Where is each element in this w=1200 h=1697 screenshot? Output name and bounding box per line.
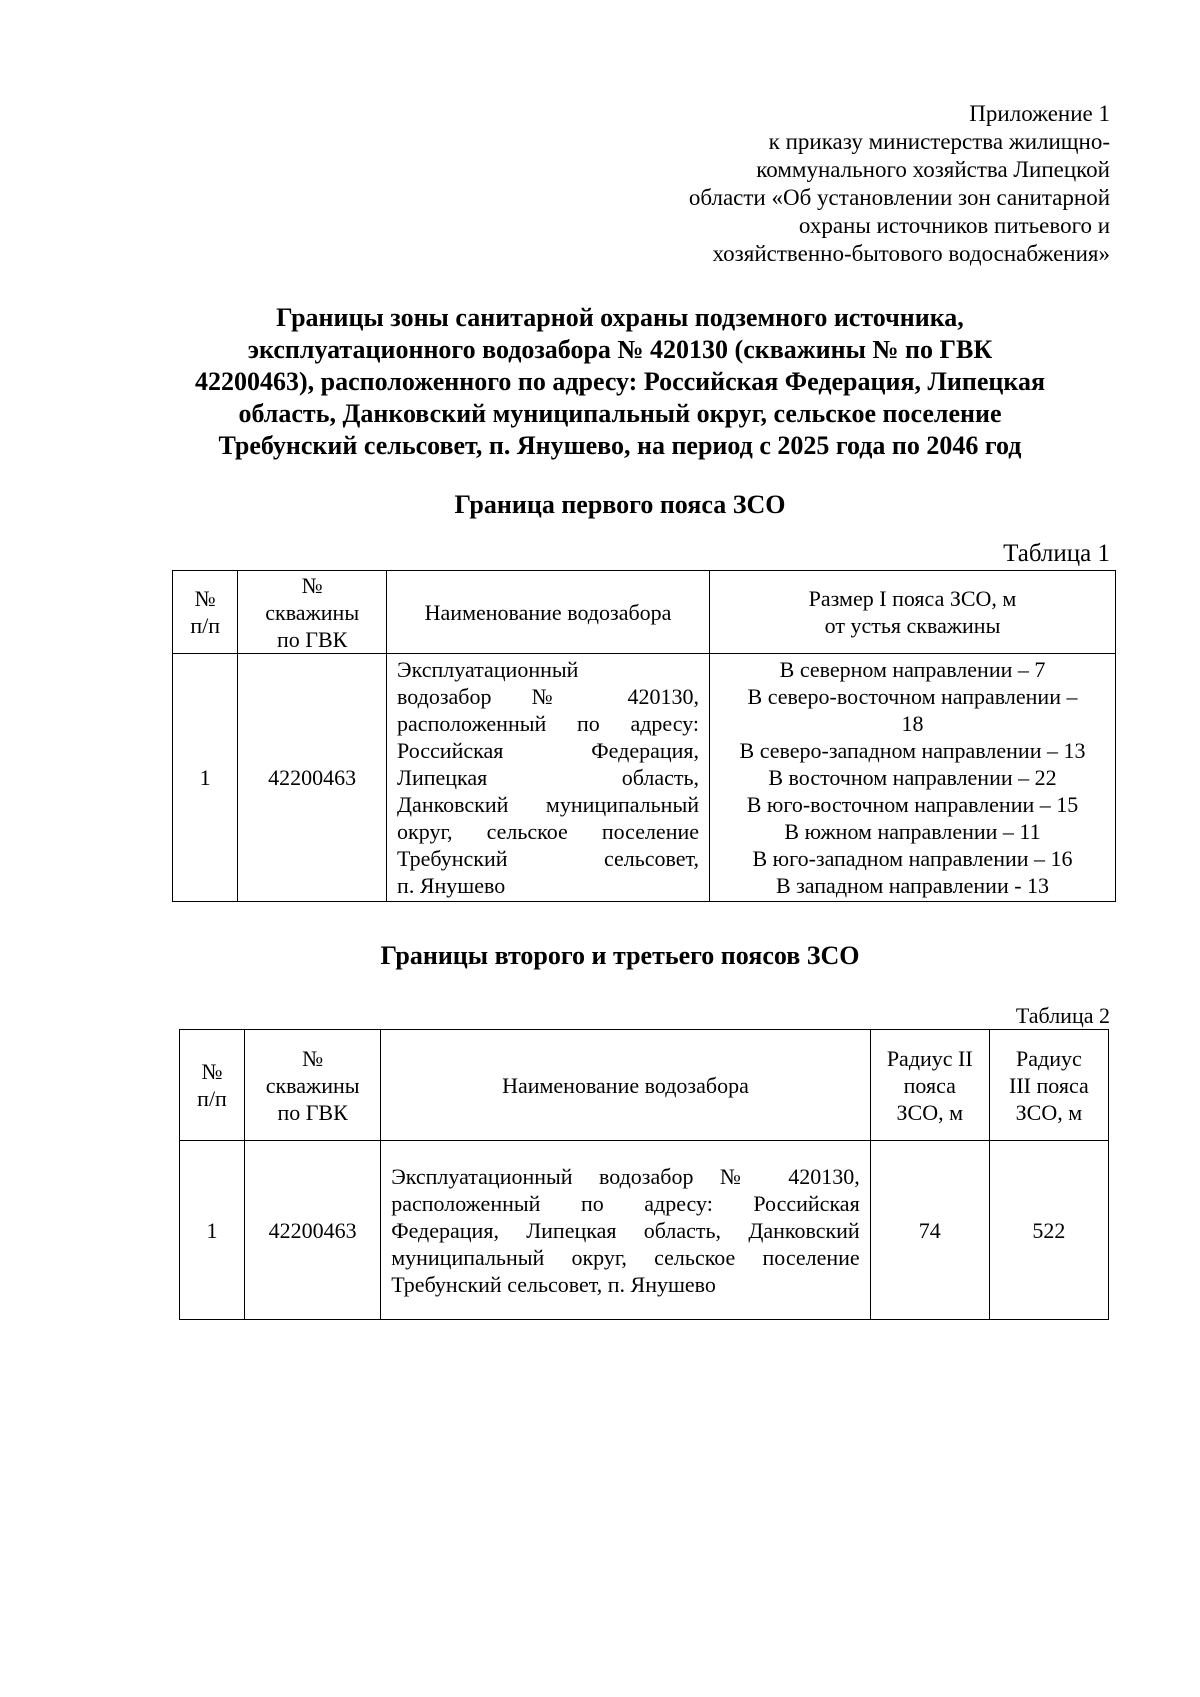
direction-line: В северо-западном направлении – 13 bbox=[739, 738, 1086, 763]
header-text: скважины bbox=[265, 599, 360, 625]
section2-title: Границы второго и третьего поясов ЗСО bbox=[380, 941, 860, 970]
title-line: Требунский сельсовет, п. Янушево, на период с 2025 года по 2046 год bbox=[218, 431, 1022, 460]
header-text: п/п bbox=[197, 1086, 227, 1111]
header-text: ЗСО, м bbox=[896, 1099, 964, 1125]
cell-line: п. Янушево bbox=[397, 873, 506, 898]
table1-header-row bbox=[173, 571, 1116, 654]
direction-line: В северо-восточном направлении – bbox=[747, 684, 1078, 709]
cell-radius-2: 74 bbox=[870, 1141, 989, 1320]
cell-directions bbox=[710, 654, 1116, 902]
appendix-line: к приказу министерства жилищно- bbox=[768, 129, 1110, 154]
header-text: № bbox=[194, 586, 216, 611]
cell-name bbox=[387, 654, 710, 902]
header-text: ЗСО, м bbox=[1015, 1099, 1083, 1125]
direction-line: В западном направлении - 13 bbox=[775, 873, 1050, 898]
header-text: Радиус bbox=[1016, 1045, 1082, 1071]
cell-num: 1 bbox=[180, 1141, 245, 1320]
header-size bbox=[710, 571, 1116, 654]
header-name: Наименование водозабора bbox=[387, 571, 710, 654]
table1-label: Таблица 1 bbox=[1003, 540, 1110, 567]
cell-line: Липецкая область, bbox=[397, 765, 700, 790]
direction-line: В юго-восточном направлении – 15 bbox=[746, 792, 1079, 817]
appendix-line: области «Об установлении зон санитарной bbox=[688, 185, 1110, 210]
cell-line: Эксплуатационный bbox=[397, 657, 579, 682]
table1 bbox=[172, 570, 1116, 902]
cell-radius-3: 522 bbox=[989, 1141, 1108, 1320]
appendix-header bbox=[550, 100, 1110, 268]
appendix-line: охраны источников питьевого и bbox=[798, 213, 1110, 238]
header-num bbox=[180, 1030, 245, 1141]
cell-line: Требунский сельсовет, п. Янушево bbox=[391, 1271, 716, 1297]
cell-line: округ, сельское поселение bbox=[397, 819, 700, 844]
table2-label: Таблица 2 bbox=[1015, 1003, 1110, 1028]
header-text: № bbox=[201, 1059, 223, 1084]
header-text: от устья скважины bbox=[824, 613, 1001, 638]
title-line: область, Данковский муниципальный округ, сельское поселение bbox=[238, 399, 1002, 428]
header-well bbox=[245, 1030, 381, 1141]
header-text: по ГВК bbox=[277, 1099, 348, 1125]
header-text: № bbox=[301, 572, 323, 598]
header-text: пояса bbox=[903, 1072, 956, 1098]
title-line: эксплуатационного водозабора № 420130 (скважины № по ГВК bbox=[247, 335, 993, 364]
direction-line: В восточном направлении – 22 bbox=[768, 765, 1057, 790]
direction-line: В южном направлении – 11 bbox=[784, 819, 1041, 844]
header-well bbox=[238, 571, 387, 654]
table-row bbox=[180, 1141, 1109, 1320]
cell-line: расположенный по адресу: bbox=[397, 711, 700, 736]
header-text: скважины bbox=[265, 1072, 360, 1098]
cell-well: 42200463 bbox=[245, 1141, 381, 1320]
header-text: Размер I пояса ЗСО, м bbox=[808, 586, 1017, 611]
cell-line: расположенный по адресу: Российская bbox=[391, 1190, 860, 1216]
direction-line: В юго-западном направлении – 16 bbox=[752, 846, 1073, 871]
table2-header-row bbox=[180, 1030, 1109, 1141]
header-text: III пояса bbox=[1009, 1072, 1089, 1098]
header-text: Радиус II bbox=[886, 1045, 973, 1071]
header-text: по ГВК bbox=[277, 626, 348, 652]
cell-line: Эксплуатационный водозабор № 420130, bbox=[391, 1163, 860, 1189]
cell-num: 1 bbox=[173, 654, 238, 902]
header-radius-2 bbox=[870, 1030, 989, 1141]
appendix-line: Приложение 1 bbox=[969, 101, 1110, 126]
header-radius-3 bbox=[989, 1030, 1108, 1141]
table-row bbox=[173, 654, 1116, 902]
header-text: № bbox=[302, 1045, 324, 1071]
document-title bbox=[130, 302, 1110, 462]
header-name: Наименование водозабора bbox=[381, 1030, 871, 1141]
cell-line: Требунский сельсовет, bbox=[397, 846, 700, 871]
header-text: п/п bbox=[190, 613, 220, 638]
cell-line: муниципальный округ, сельское поселение bbox=[391, 1244, 860, 1270]
title-line: 42200463), расположенного по адресу: Российская Федерация, Липецкая bbox=[194, 367, 1046, 396]
cell-line: Российская Федерация, bbox=[397, 738, 700, 763]
cell-line: водозабор № 420130, bbox=[397, 684, 700, 709]
appendix-line: коммунального хозяйства Липецкой bbox=[756, 157, 1110, 182]
title-line: Границы зоны санитарной охраны подземного источника, bbox=[276, 303, 964, 332]
direction-line: В северном направлении – 7 bbox=[779, 657, 1046, 682]
direction-line: 18 bbox=[901, 711, 924, 736]
table2 bbox=[179, 1029, 1109, 1320]
header-num bbox=[173, 571, 238, 654]
cell-well: 42200463 bbox=[238, 654, 387, 902]
appendix-line: хозяйственно-бытового водоснабжения» bbox=[712, 241, 1110, 266]
cell-line: Федерация, Липецкая область, Данковский bbox=[391, 1217, 860, 1243]
cell-name bbox=[381, 1141, 871, 1320]
section1-title: Граница первого пояса ЗСО bbox=[454, 490, 786, 519]
cell-line: Данковский муниципальный bbox=[397, 792, 700, 817]
